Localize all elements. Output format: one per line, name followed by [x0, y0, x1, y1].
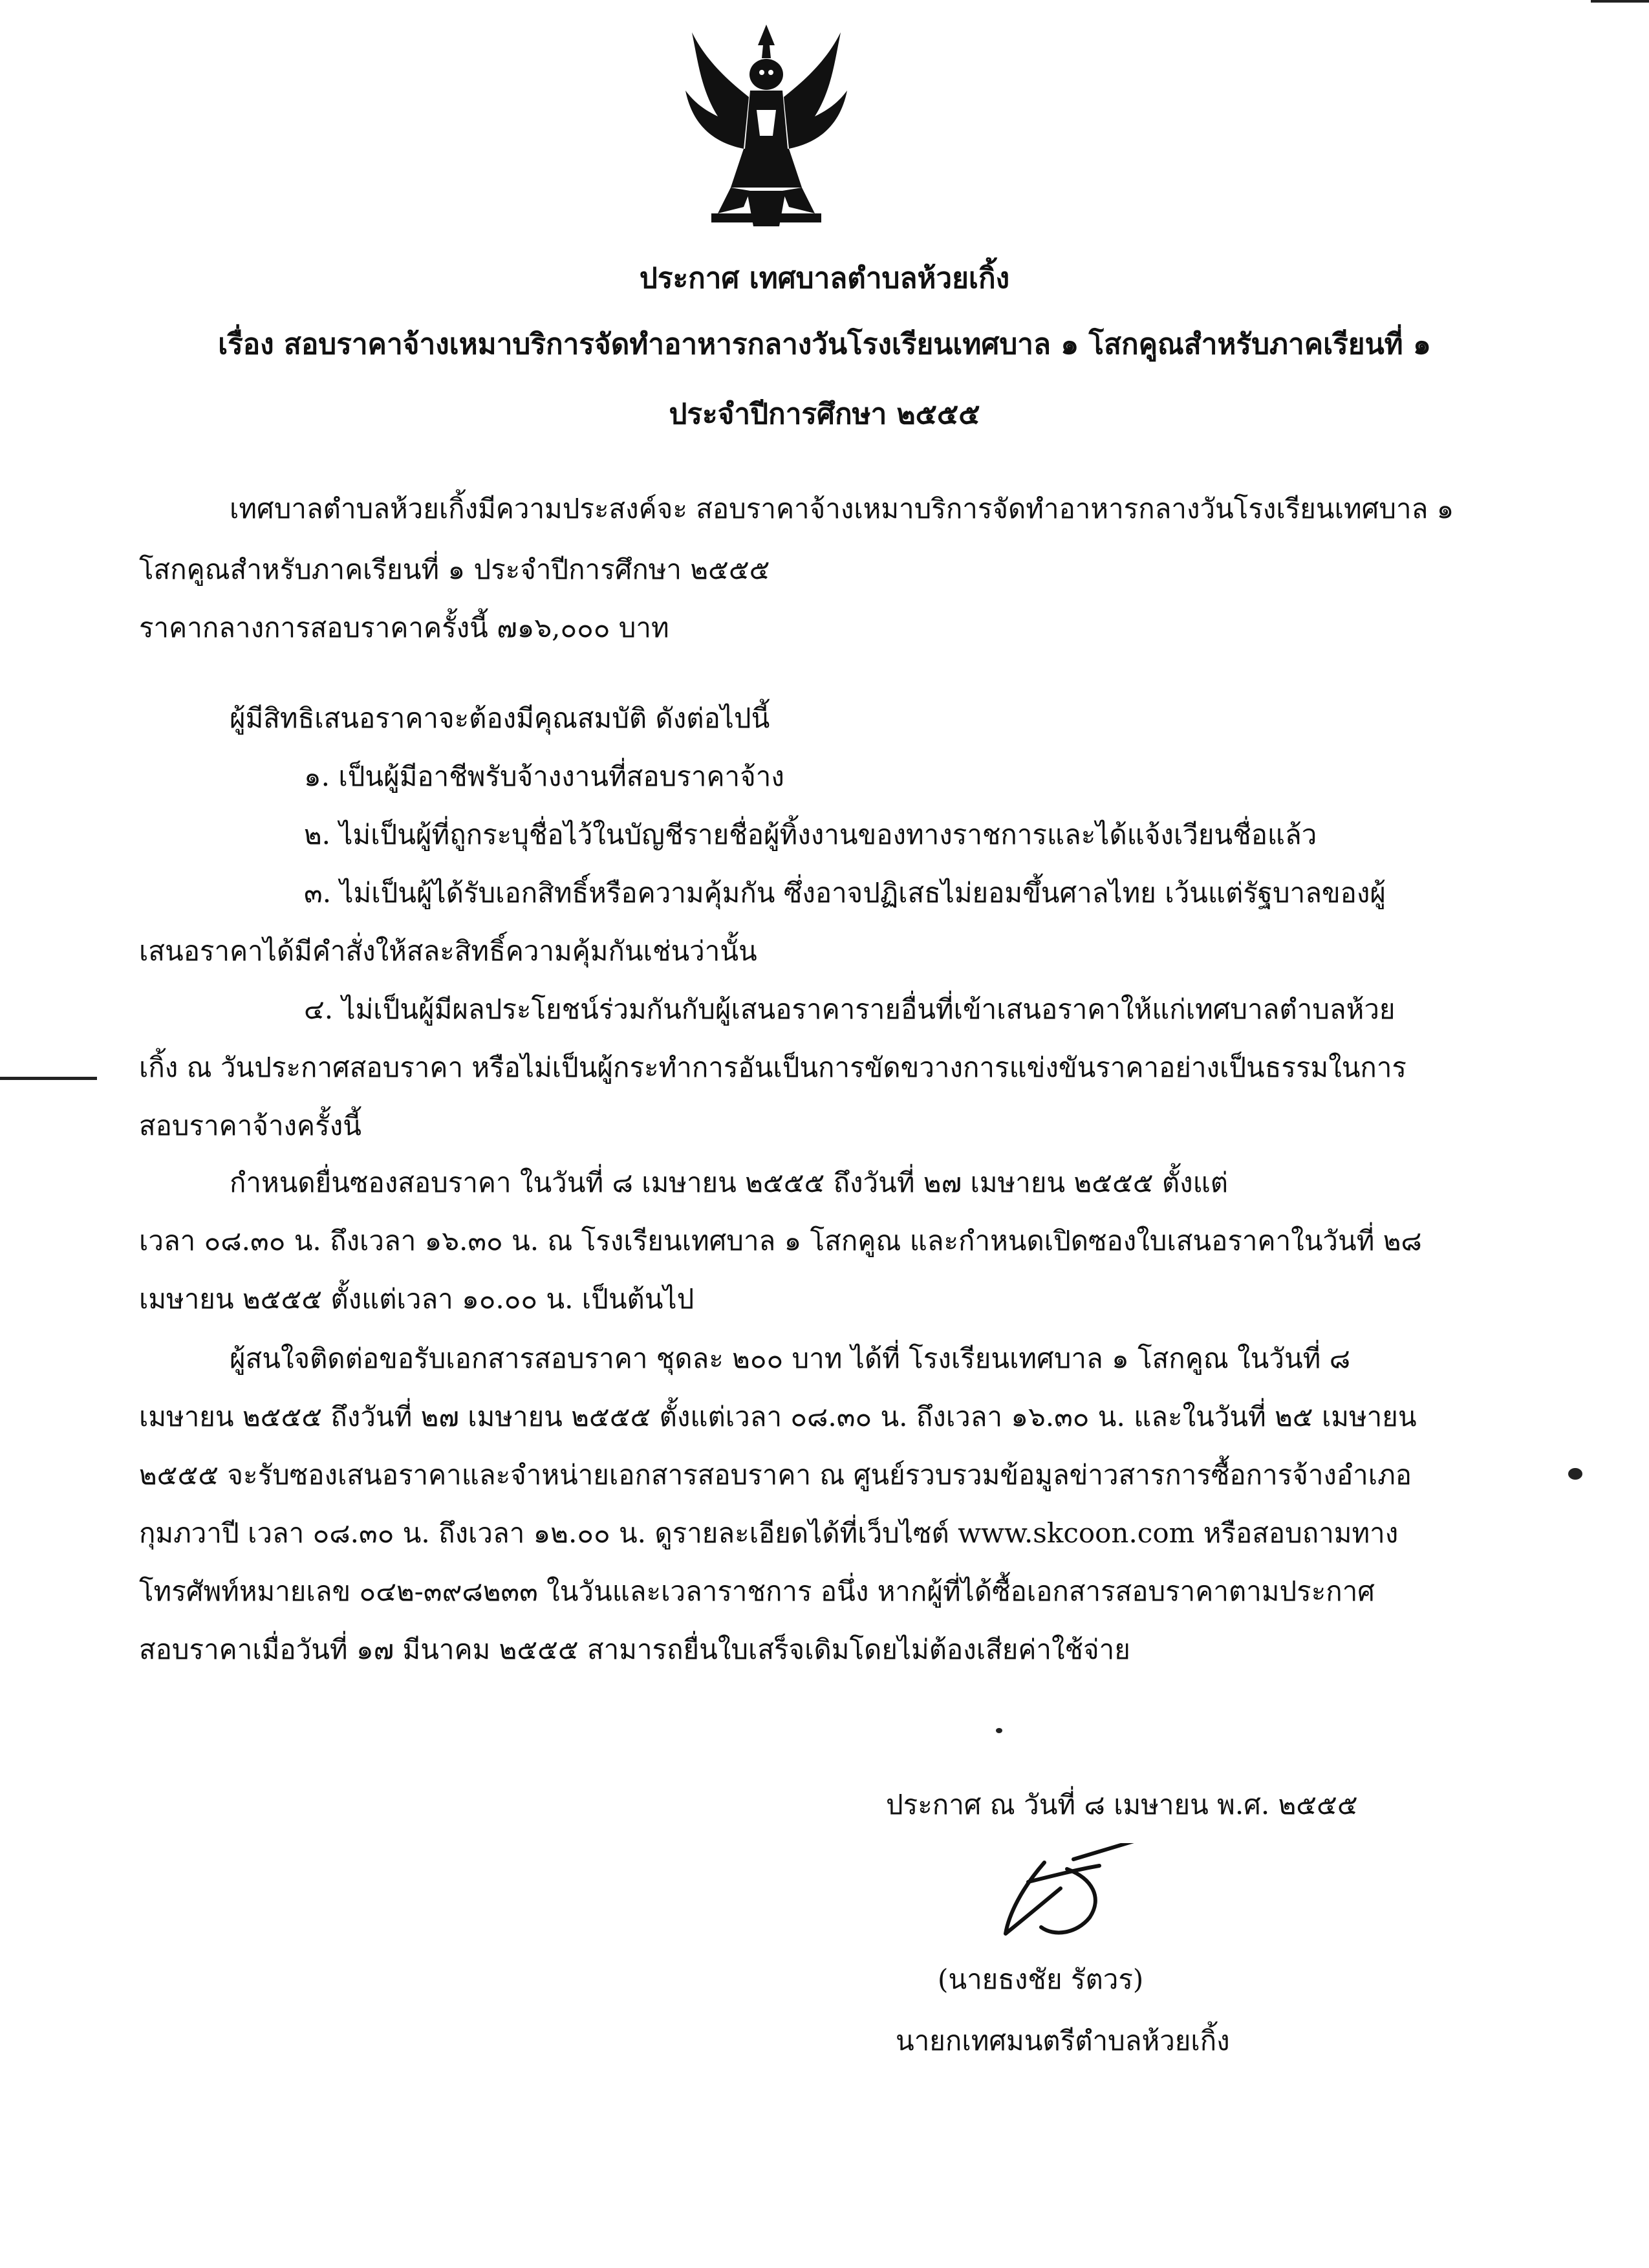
schedule-line-1: กำหนดยื่นซองสอบราคา ในวันที่ ๘ เมษายน ๒๕๕๕ ถึงวันที่ ๒๗ เมษายน ๒๕๕๕ ตั้งแต่ — [230, 1167, 1229, 1198]
qualification-item-3-line-1: ๓. ไม่เป็นผู้ได้รับเอกสิทธิ์หรือความคุ้มกัน ซึ่งอาจปฏิเสธไม่ยอมขึ้นศาลไทย เว้นแต่รัฐบาลของผู้ — [304, 877, 1386, 909]
announcement-date: ประกาศ ณ วันที่ ๘ เมษายน พ.ศ. ๒๕๕๕ — [886, 1789, 1358, 1820]
contact-line-2: เมษายน ๒๕๕๕ ถึงวันที่ ๒๗ เมษายน ๒๕๕๕ ตั้งแต่เวลา ๐๘.๓๐ น. ถึงเวลา ๑๖.๓๐ น. และในวันที่ ๒๕ เมษายน — [139, 1401, 1417, 1432]
scan-mark — [0, 1077, 97, 1080]
garuda-emblem-icon — [673, 19, 860, 233]
qualification-item-4-line-1: ๔. ไม่เป็นผู้มีผลประโยชน์ร่วมกันกับผู้เสนอราคารายอื่นที่เข้าเสนอราคาให้แก่เทศบาลตำบลห้วย — [304, 993, 1396, 1025]
scan-mark — [1591, 0, 1649, 3]
qualification-item-3-line-2: เสนอราคาได้มีคำสั่งให้สละสิทธิ์ความคุ้มกันเช่นว่านั้น — [139, 935, 757, 967]
scan-mark — [996, 1728, 1002, 1733]
signer-title: นายกเทศมนตรีตำบลห้วยเกิ้ง — [896, 2025, 1230, 2057]
contact-line-4: กุมภวาปี เวลา ๐๘.๓๐ น. ถึงเวลา ๑๒.๐๐ น. ดูรายละเอียดได้ที่เว็บไซต์ www.skcoon.com หรือสอบถามทาง — [139, 1517, 1399, 1549]
contact-line-3: ๒๕๕๕ จะรับซองเสนอราคาและจำหน่ายเอกสารสอบราคา ณ ศูนย์รวบรวมข้อมูลข่าวสารการซื้อการจ้างอำเภอ — [139, 1459, 1412, 1491]
intro-line-3: ราคากลางการสอบราคาครั้งนี้ ๗๑๖,๐๐๐ บาท — [139, 612, 669, 643]
qualification-item-2: ๒. ไม่เป็นผู้ที่ถูกระบุชื่อไว้ในบัญชีรายชื่อผู้ทิ้งงานของทางราชการและได้แจ้งเวียนชื่อแล้ว — [304, 819, 1317, 850]
qualification-item-4-line-3: สอบราคาจ้างครั้งนี้ — [139, 1110, 361, 1141]
subject-line-1: เรื่อง สอบราคาจ้างเหมาบริการจัดทำอาหารกลางวันโรงเรียนเทศบาล ๑ โสกคูณสำหรับภาคเรียนที่ ๑ — [218, 328, 1431, 361]
announcement-title: ประกาศ เทศบาลตำบลห้วยเกิ้ง — [639, 262, 1010, 295]
intro-line-1: เทศบาลตำบลห้วยเกิ้งมีความประสงค์จะ สอบราคาจ้างเหมาบริการจัดทำอาหารกลางวันโรงเรียนเทศบาล ๑ — [230, 493, 1454, 524]
schedule-line-2: เวลา ๐๘.๓๐ น. ถึงเวลา ๑๖.๓๐ น. ณ โรงเรียนเทศบาล ๑ โสกคูณ และกำหนดเปิดซองใบเสนอราคาในวันที่ ๒๘ — [139, 1225, 1422, 1257]
contact-line-5: โทรศัพท์หมายเลข ๐๔๒-๓๙๘๒๓๓ ในวันและเวลาราชการ อนึ่ง หากผู้ที่ได้ซื้อเอกสารสอบราคาตามประกาศ — [139, 1575, 1375, 1607]
intro-line-2: โสกคูณสำหรับภาคเรียนที่ ๑ ประจำปีการศึกษา ๒๕๕๕ — [139, 554, 770, 585]
signature-icon — [983, 1843, 1151, 1953]
qualification-item-1: ๑. เป็นผู้มีอาชีพรับจ้างงานที่สอบราคาจ้าง — [304, 761, 784, 792]
qualifications-heading: ผู้มีสิทธิเสนอราคาจะต้องมีคุณสมบัติ ดังต่อไปนี้ — [230, 702, 770, 734]
scan-mark — [1568, 1468, 1582, 1480]
contact-line-1: ผู้สนใจติดต่อขอรับเอกสารสอบราคา ชุดละ ๒๐๐ บาท ได้ที่ โรงเรียนเทศบาล ๑ โสกคูณ ในวันที่ ๘ — [230, 1343, 1351, 1374]
qualification-item-4-line-2: เกิ้ง ณ วันประกาศสอบราคา หรือไม่เป็นผู้กระทำการอันเป็นการขัดขวางการแข่งขันราคาอย่างเป็นธรรมในการ — [139, 1052, 1406, 1083]
signer-name: (นายธงชัย รัตวร) — [938, 1963, 1144, 1995]
contact-line-6: สอบราคาเมื่อวันที่ ๑๗ มีนาคม ๒๕๕๕ สามารถยื่นใบเสร็จเดิมโดยไม่ต้องเสียค่าใช้จ่าย — [139, 1634, 1130, 1665]
schedule-line-3: เมษายน ๒๕๕๕ ตั้งแต่เวลา ๑๐.๐๐ น. เป็นต้นไป — [139, 1283, 695, 1315]
subject-line-2: ประจำปีการศึกษา ๒๕๕๕ — [669, 398, 980, 431]
